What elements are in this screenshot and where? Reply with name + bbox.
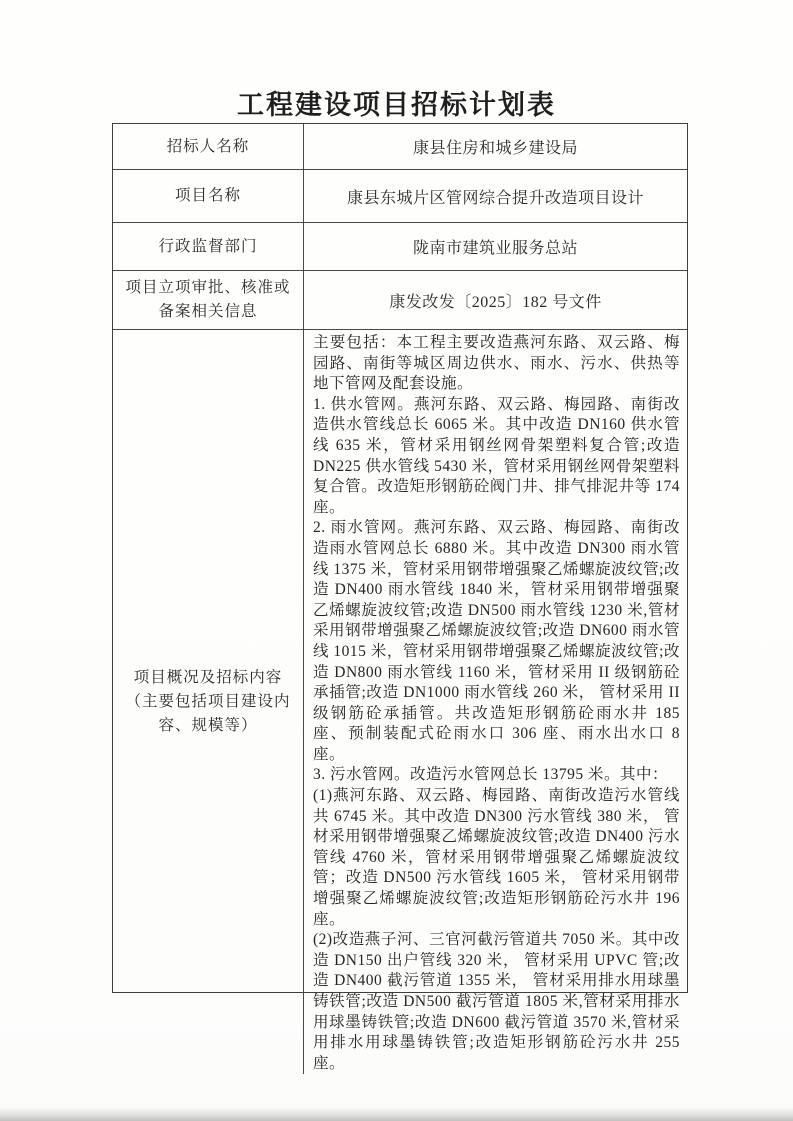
overview-paragraph-sewage-roads: (1)燕河东路、双云路、梅园路、南街改造污水管线共 6745 米。其中改造 DN300 污水管线 380 米， 管材采用钢带增强聚乙烯螺旋波纹管;改造 DN400 污水管线 4760 米，管材采用钢带增强聚乙烯螺旋波纹管；改造 DN500 污水管线 1605 米， 管材采用钢带增强聚乙烯螺旋波纹管;改造矩形钢筋砼污水井 196 座。	[313, 787, 680, 928]
overview-paragraph-sewage-interception: (2)改造燕子河、三官河截污管道共 7050 米。其中改造 DN150 出户管线 320 米， 管材采用 UPVC 管;改造 DN400 截污管道 1355 米， 管材采用排水用球墨铸铁管;改造 DN500 截污管道 1805 米,管材采用排水用球墨铸铁管;改造 DN600 截污管道 3570 米,管材采用排水用球墨铸铁管;改造矩形钢筋砼污水井 255 座。	[313, 931, 680, 1072]
row-label-supervising-department: 行政监督部门	[113, 223, 304, 271]
row-value-project-overview	[304, 330, 687, 1074]
overview-paragraph-sewage-heading: 3. 污水管网。改造污水管网总长 13795 米。其中：	[313, 766, 669, 784]
overview-paragraph-water-supply: 1. 供水管网。燕河东路、双云路、梅园路、南街改造供水管线总长 6065 米。其中改造 DN160 供水管线 635 米，管材采用钢丝网骨架塑料复合管;改造 DN225 供水管线 5430 米，管材采用钢丝网骨架塑料复合管。改造矩形钢筋砼阀门井、排气排泥井等 174 座。	[313, 395, 680, 516]
row-label-approval-info: 项目立项审批、核准或备案相关信息	[113, 271, 304, 330]
row-label-project-overview: 项目概况及招标内容（主要包括项目建设内容、规模等）	[113, 330, 304, 1074]
row-label-project-name: 项目名称	[113, 170, 304, 223]
scan-bottom-edge-shadow	[0, 1107, 793, 1121]
row-value-project-name: 康县东城片区管网综合提升改造项目设计	[304, 170, 687, 223]
row-value-approval-info: 康发改发〔2025〕182 号文件	[304, 271, 687, 330]
row-value-tenderer-name: 康县住房和城乡建设局	[304, 124, 687, 170]
overview-paragraph-rainwater: 2. 雨水管网。燕河东路、双云路、梅园路、南街改造雨水管网总长 6880 米。其中改造 DN300 雨水管线 1375 米，管材采用钢带增强聚乙烯螺旋波纹管;改造 DN400 雨水管线 1840 米，管材采用钢带增强聚乙烯螺旋波纹管;改造 DN500 雨水管线 1230 米,管材采用钢带增强聚乙烯螺旋波纹管;改造 DN600 雨水管线 1015 米，管材采用钢带增强聚乙烯螺旋波纹管;改造 DN800 雨水管线 1160 米，管材采用 II 级钢筋砼承插管;改造 DN1000 雨水管线 260 米， 管材采用 II 级钢筋砼承插管。共改造矩形钢筋砼雨水井 185 座、预制装配式砼雨水口 306 座、雨水出水口 8 座。	[313, 519, 680, 763]
page-title: 工程建设项目招标计划表	[237, 90, 556, 120]
row-value-supervising-department: 陇南市建筑业服务总站	[304, 223, 687, 271]
row-label-tenderer-name: 招标人名称	[113, 124, 304, 170]
tender-plan-table	[112, 123, 688, 1072]
overview-paragraph-summary: 主要包括：本工程主要改造燕河东路、双云路、梅园路、南街等城区周边供水、雨水、污水、供热等地下管网及配套设施。	[313, 334, 680, 393]
